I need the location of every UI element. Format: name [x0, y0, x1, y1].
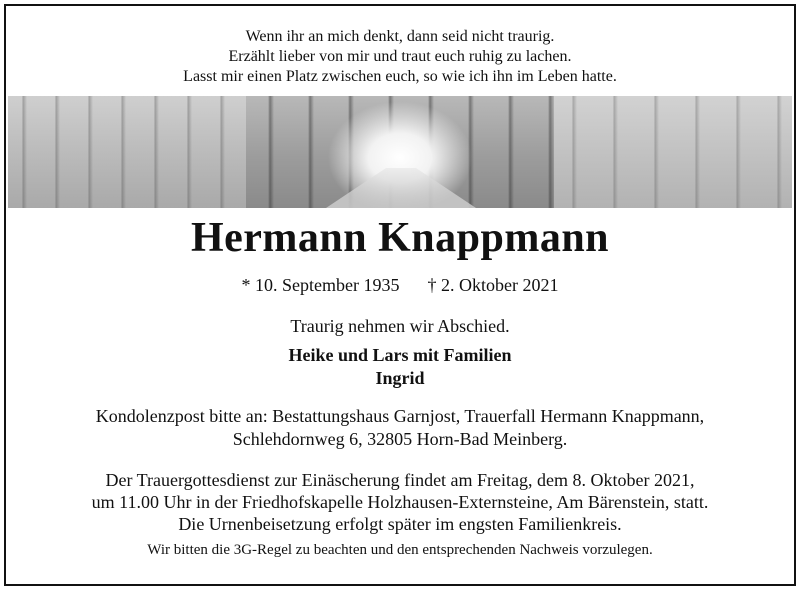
birth-date: * 10. September 1935 — [241, 275, 400, 295]
deceased-name: Hermann Knappmann — [190, 215, 610, 261]
poem-line-1: Wenn ihr an mich denkt, dann seid nicht traurig. — [245, 28, 555, 45]
forest-panel-left — [8, 96, 246, 208]
forest-banner-image — [8, 96, 792, 208]
condolence-line-1: Kondolenzpost bitte an: Bestattungshaus Garnjost, Trauerfall Hermann Knappmann, — [95, 406, 705, 426]
farewell-text: Traurig nehmen wir Abschied. — [290, 316, 510, 336]
service-line-3: Die Urnenbeisetzung erfolgt später im engsten Familienkreis. — [178, 514, 622, 534]
condolence-line-2: Schlehdornweg 6, 32805 Horn-Bad Meinberg. — [232, 429, 568, 449]
forest-path — [326, 168, 476, 208]
poem-line-3: Lasst mir einen Platz zwischen euch, so wie ich ihn im Leben hatte. — [183, 68, 617, 85]
mourners-line-1: Heike und Lars mit Familien — [288, 345, 512, 365]
death-date: † 2. Oktober 2021 — [427, 275, 559, 295]
service-line-2: um 11.00 Uhr in der Friedhofskapelle Holzhausen-Externsteine, Am Bärenstein, statt. — [91, 492, 709, 512]
life-dates — [0, 275, 800, 296]
service-line-1: Der Trauergottesdienst zur Einäscherung findet am Freitag, dem 8. Oktober 2021, — [105, 470, 695, 490]
covid-notice: Wir bitten die 3G-Regel zu beachten und den entsprechenden Nachweis vorzulegen. — [147, 542, 653, 558]
forest-panel-center — [246, 96, 554, 208]
forest-panel-right — [554, 96, 792, 208]
poem-line-2: Erzählt lieber von mir und traut euch ruhig zu lachen. — [228, 48, 572, 65]
mourners-line-2: Ingrid — [375, 368, 425, 388]
